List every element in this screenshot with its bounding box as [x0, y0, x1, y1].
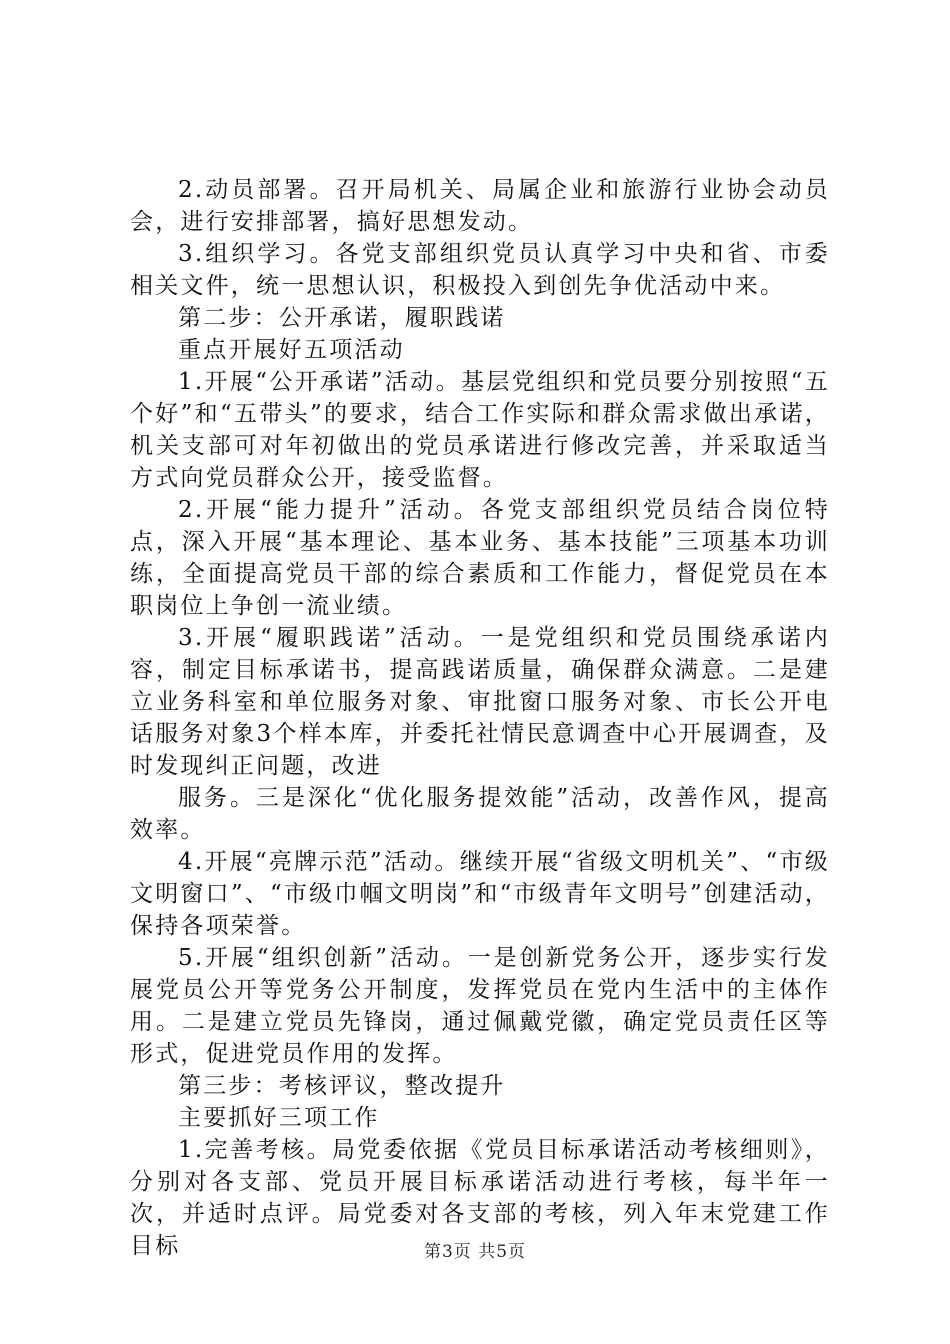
document-body	[130, 174, 830, 1262]
step-three-subheading: 主要抓好三项工作	[178, 1105, 380, 1131]
paragraph-fulfill-commitment: 3.开展“履职践诺”活动。一是党组织和党员围绕承诺内容，制定目标承诺书，提高践诺质量，确保群众满意。二是建立业务科室和单位服务对象、审批窗口服务对象、市长公开电话服务对象3个样本库，并委托社情民意调查中心开展调查，及时发现纠正问题，改进	[130, 625, 830, 779]
paragraph-organizational-innovation: 5.开展“组织创新”活动。一是创新党务公开，逐步实行发展党员公开等党务公开制度，发挥党员在党内生活中的主体作用。二是建立党员先锋岗，通过佩戴党徽，确定党员责任区等形式，促进党员作用的发挥。	[130, 945, 830, 1067]
paragraph-study: 3.组织学习。各党支部组织党员认真学习中央和省、市委相关文件，统一思想认识，积极投入到创先争优活动中来。	[130, 241, 830, 299]
paragraph-model-demonstration: 4.开展“亮牌示范”活动。继续开展“省级文明机关”、“市级文明窗口”、“市级巾帼文明岗”和“市级青年文明号”创建活动，保持各项荣誉。	[130, 849, 830, 939]
paragraph-public-commitment: 1.开展“公开承诺”活动。基层党组织和党员要分别按照“五个好”和“五带头”的要求，结合工作实际和群众需求做出承诺，机关支部可对年初做出的党员承诺进行修改完善，并采取适当方式向党员群众公开，接受监督。	[130, 369, 830, 491]
paragraph-improve-assessment: 1.完善考核。局党委依据《党员目标承诺活动考核细则》，分别对各支部、党员开展目标承诺活动进行考核，每半年一次，并适时点评。局党委对各支部的考核，列入年末党建工作目标	[130, 1137, 830, 1259]
step-two-subheading: 重点开展好五项活动	[178, 337, 405, 363]
paragraph-mobilization: 2.动员部署。召开局机关、局属企业和旅游行业协会动员会，进行安排部署，搞好思想发动。	[130, 177, 830, 235]
paragraph-service-continuation: 服务。三是深化“优化服务提效能”活动，改善作风，提高效率。	[130, 785, 830, 843]
page-number-footer: 第3页 共5页	[423, 1242, 527, 1262]
step-two-heading: 第二步：公开承诺，履职践诺	[178, 305, 506, 331]
paragraph-ability-improvement: 2.开展“能力提升”活动。各党支部组织党员结合岗位特点，深入开展“基本理论、基本业务、基本技能”三项基本功训练，全面提高党员干部的综合素质和工作能力，督促党员在本职岗位上争创一流业绩。	[130, 497, 830, 619]
step-three-heading: 第三步：考核评议，整改提升	[178, 1073, 506, 1099]
